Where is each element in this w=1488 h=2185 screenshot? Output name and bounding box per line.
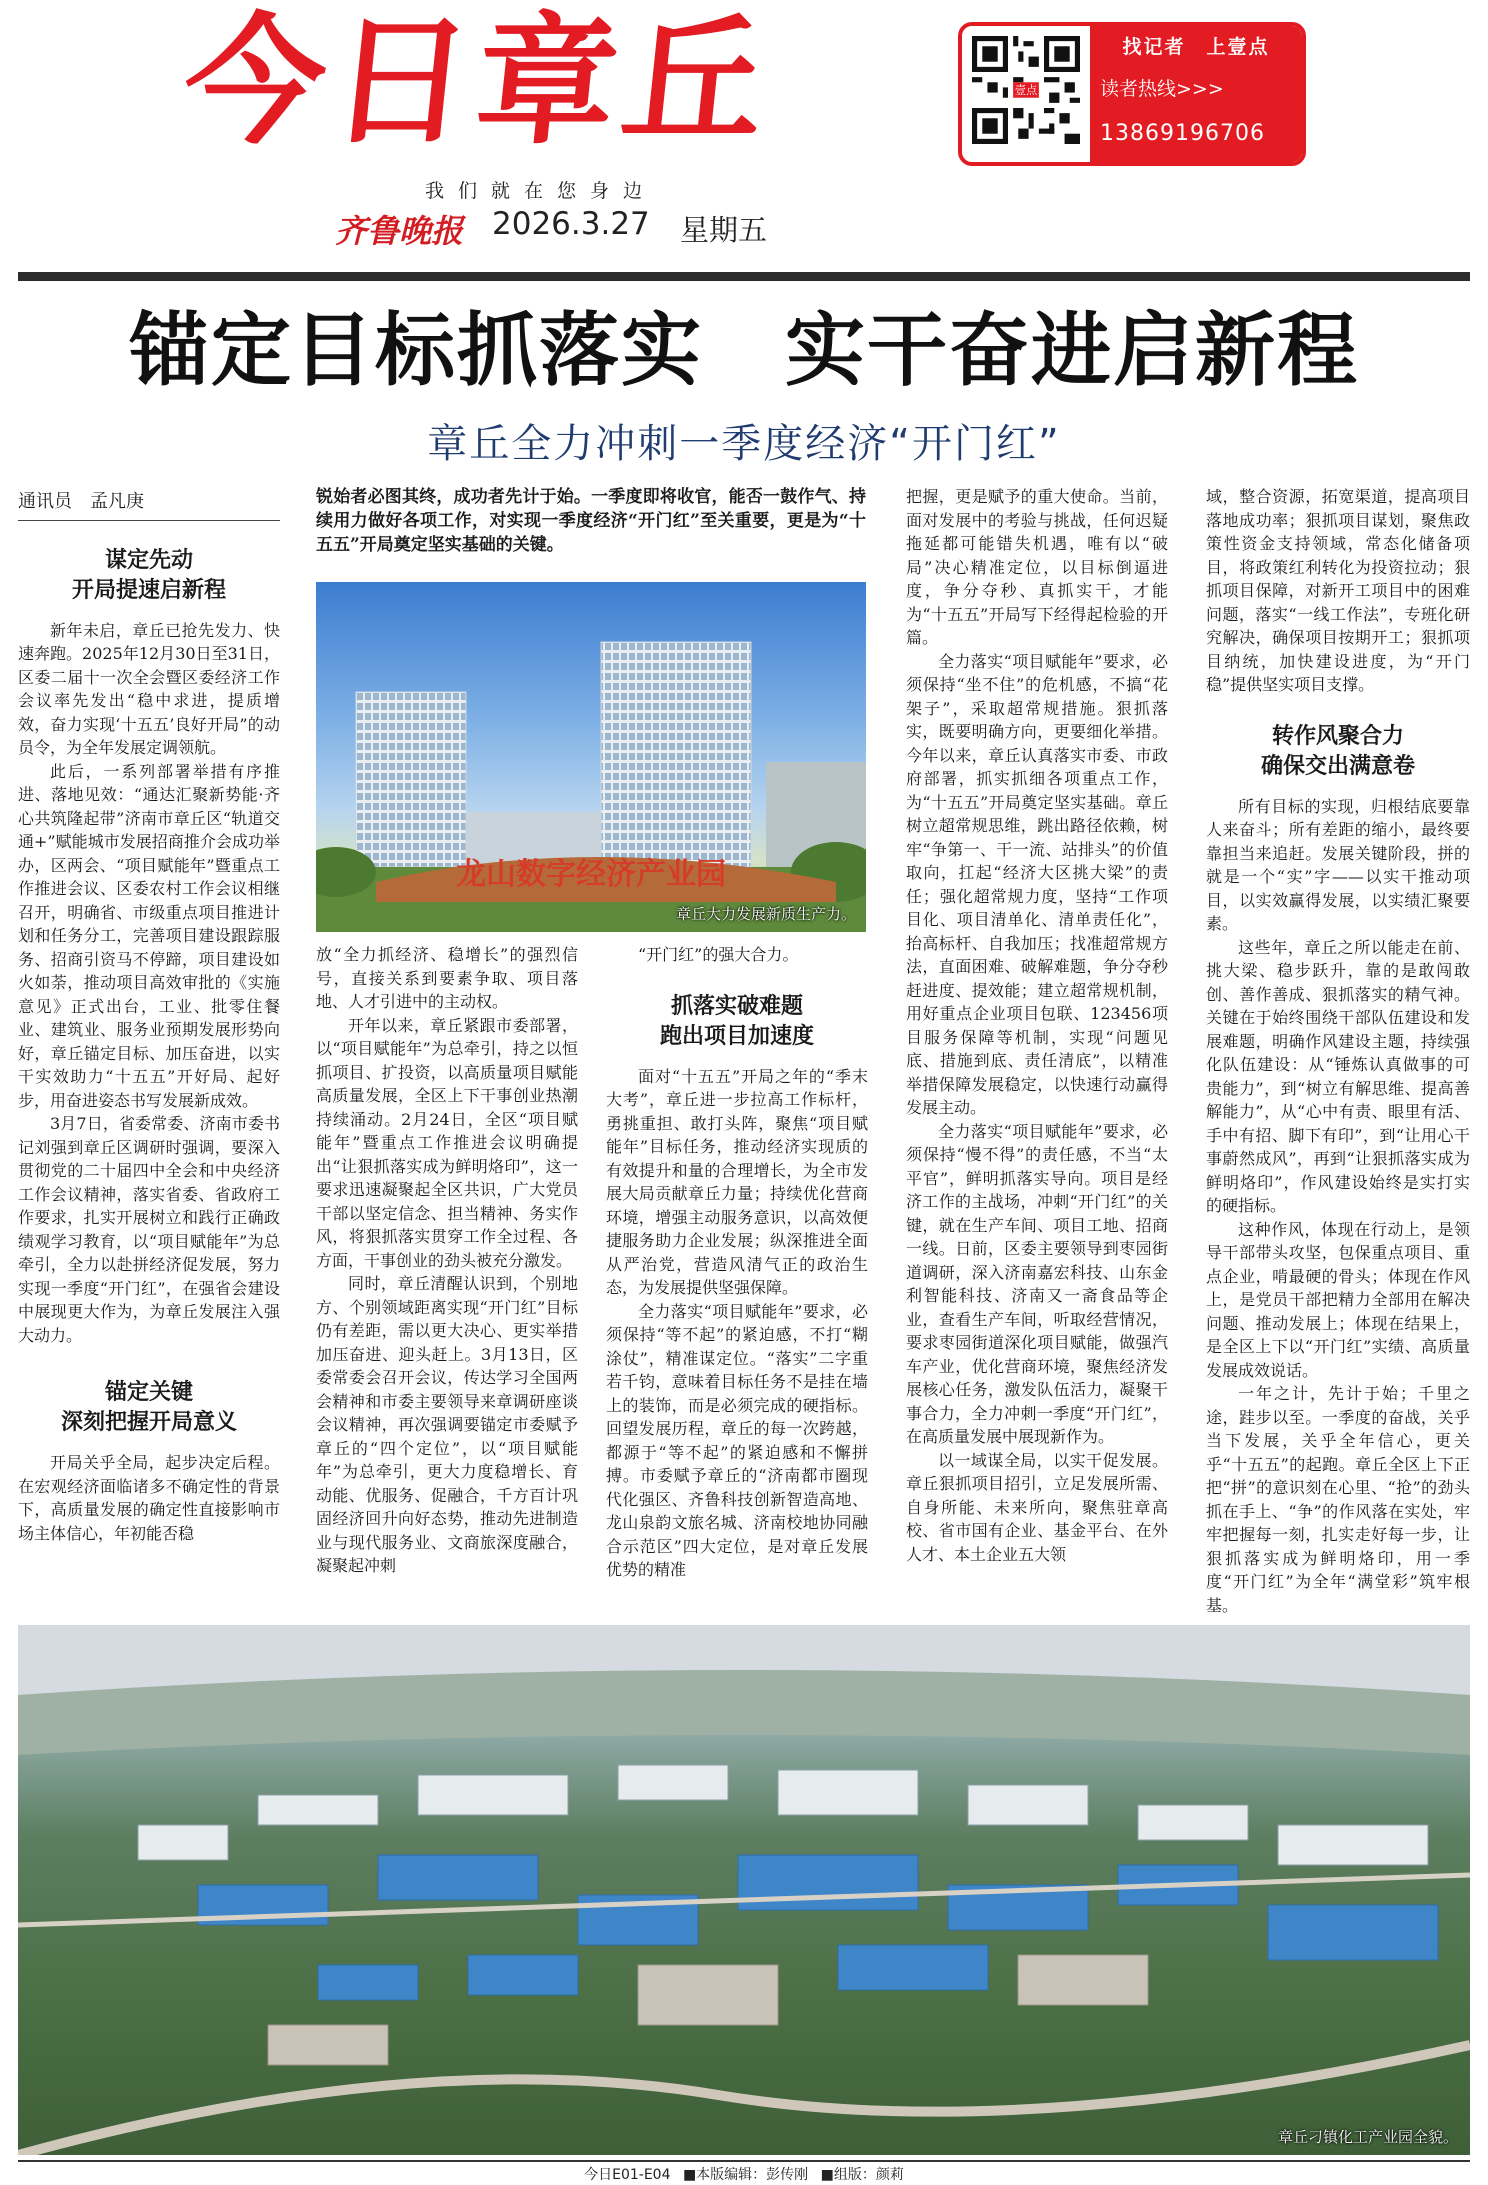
paragraph: 把握，更是赋予的重大使命。当前，面对发展中的考验与挑战，任何迟疑拖延都可能错失机遇，唯有以“破局”决心精准定位，以目标倒逼进度，争分夺秒、真抓实干，才能为“十五五”开局写下经得起检验的开篇。 [906, 487, 1168, 647]
paragraph: 同时，章丘清醒认识到，个别地方、个别领域距离实现“开门红”目标仍有差距，需以更大决心、更实举措加压奋进、迎头赶上。3月13日，区委常委会召开会议，传达学习全国两会精神和市委主要领导来章调研座谈会议精神，再次强调要锚定市委赋予章丘的“四个定位”，以“项目赋能年”为总牵引，更大力度稳增长、育动能、优服务、促融合，千方百计巩固经济回升向好态势，推动先进制造业与现代服务业、文商旅深度融合，凝聚起冲刺 [316, 1274, 578, 1575]
paragraph: 全力落实“项目赋能年”要求，必须保持“等不起”的紧迫感，不打“糊涂仗”，精准谋定位。“落实”二字重若千钧，意味着目标任务不是挂在墙上的装饰，而是必须完成的硬指标。回望发展历程，章丘的每一次跨越，都源于“等不起”的紧迫感和不懈拼搏。市委赋予章丘的“济南都市圈现代化强区、齐鲁科技创新智造高地、龙山泉韵文旅名城、济南校地协同融合示范区”四大定位，是对章丘发展优势的精准 [606, 1301, 868, 1579]
footer-typeset: ■组版：颜莉 [820, 2167, 904, 2183]
footer [0, 2164, 1488, 2184]
main-headline: 锚定目标抓落实 实干奋进启新程 [129, 303, 1359, 397]
masthead-slogan: 我们就在您身边 [425, 180, 657, 202]
column-4 [906, 485, 1168, 1566]
paragraph: 以一域谋全局，以实干促发展。章丘狠抓项目招引，立足发展所需、自身所能、未来所向，聚焦驻章高校、省市国有企业、基金平台、在外人才、本土企业五大领 [906, 1450, 1168, 1564]
aerial-illustration [18, 1625, 1470, 2155]
hotline-tagline: 找记者 上壹点 [1122, 36, 1270, 58]
lede-paragraph: 锐始者必图其终，成功者先计于始。一季度即将收官，能否一鼓作气、持续用力做好各项工作，对实现一季度经济“开门红”至关重要，更是为“十五五”开局奠定坚实基础的关键。 [316, 487, 866, 555]
hotline-panel [1090, 26, 1302, 162]
footer-rule [18, 2160, 1470, 2162]
paragraph: 这种作风，体现在行动上，是领导干部带头攻坚，包保重点项目、重点企业，啃最硬的骨头；体现在作风上，是党员干部把精力全部用在解决问题、推动发展上；体现在结果上，是全区上下以“开门红”实绩、高质量发展成效说话。 [1206, 1219, 1470, 1380]
sub-headline: 章丘全力冲刺一季度经济“开门红” [427, 421, 1061, 467]
paragraph: “开门红”的强大合力。 [638, 945, 799, 964]
issue-date: 2026.3.27 [492, 206, 650, 242]
column-5 [1206, 485, 1470, 1617]
paragraph: 全力落实“项目赋能年”要求，必须保持“慢不得”的责任感，不当“太平官”，鲜明抓落实导向。项目是经济工作的主战场，冲刺“开门红”的关键，就在生产车间、项目工地、招商一线。日前，区委主要领导到枣园街道调研，深入济南嘉宏科技、山东金利智能科技、济南又一斋食品等企业，查看生产车间，听取经营情况，要求枣园街道深化项目赋能，做强汽车产业，优化营商环境，聚焦经济发展核心任务，激发队伍活力，凝聚干事合力，全力冲刺一季度“开门红”，在高质量发展中展现新作为。 [906, 1121, 1168, 1446]
paragraph: 域，整合资源，拓宽渠道，提高项目落地成功率；狠抓项目谋划，聚焦政策性资金支持领域，常态化储备项目，将政策红利转化为投资拉动；狠抓项目保障，对新开工项目中的困难问题，落实“一线工作法”，专班化研究解决，确保项目按期开工；狠抓项目纳统，加快建设进度，为“开门稳”提供坚实项目支撑。 [1206, 487, 1470, 694]
column-1 [18, 490, 280, 1545]
newspaper-brand: 齐鲁晚报 [335, 212, 464, 250]
reader-hotline-box [958, 22, 1306, 166]
masthead-title: 今日章丘 [176, 1, 778, 164]
section-heading-2: 锚定关键 深刻把握开局意义 [60, 1379, 237, 1435]
paragraph: 新年未启，章丘已抢先发力、快速奔跑。2025年12月30日至31日，区委二届十一次全会暨区委经济工作会议率先发出“稳中求进，提质增效，奋力实现‘十五五’良好开局”的动员令，为全年发展定调领航。 [18, 620, 280, 757]
section-heading-3: 抓落实破难题 跑出项目加速度 [659, 992, 814, 1049]
paragraph: 所有目标的实现，归根结底要靠人来奋斗；所有差距的缩小，最终要靠担当来追赶。发展关键阶段，拼的就是一个“实”字——以实干推动项目，以实效赢得发展，以实绩汇聚要素。 [1206, 796, 1470, 933]
park-sign-text: 龙山数字经济产业园 [456, 857, 726, 892]
photo-aerial-industrial-park [18, 1625, 1470, 2155]
section-heading-4: 转作风聚合力 确保交出满意卷 [1260, 722, 1415, 779]
photo-digital-economy-park [316, 582, 866, 932]
paragraph: 此后，一系列部署举措有序推进、落地见效：“通达汇聚新势能·齐心共筑隆起带”济南市章丘区“轨道交通+”赋能城市发展招商推介会成功举办，区两会、“项目赋能年”暨重点工作推进会议、区委农村工作会议相继召开，明确省、市级重点项目推进计划和任务分工，完善项目建设跟踪服务、招商引资马不停蹄，项目建设如火如荼，推动项目高效审批的《实施意见》正式出台，工业、批零住餐业、建筑业、服务业预期发展形势向好，章丘锚定目标、加压奋进，以实干实效助力“十五五”开好局、起好步，用奋进姿态书写发展新成效。 [18, 761, 280, 1110]
footer-editor: ■本版编辑：彭传刚 [682, 2167, 809, 2183]
qr-code-icon[interactable] [972, 36, 1080, 144]
hotline-label: 读者热线>>> [1100, 78, 1224, 100]
photo-caption-1: 章丘大力发展新质生产力。 [675, 905, 856, 923]
paragraph: 面对“十五五”开局之年的“季末大考”，章丘进一步拉高工作标杆，勇挑重担、敢打头阵，聚焦“项目赋能年”目标任务，推动经济实现质的有效提升和量的合理增长，为全市发展大局贡献章丘力量；持续优化营商环境，增强主动服务意识，以高效便捷服务助力企业发展；纵深推进全面从严治党，营造风清气正的政治生态，为发展提供坚强保障。 [606, 1066, 868, 1297]
paragraph: 3月7日，省委常委、济南市委书记刘强到章丘区调研时强调，要深入贯彻党的二十届四中全会和中央经济工作会议精神，落实省委、省政府工作要求，扎实开展树立和践行正确政绩观学习教育，以“项目赋能年”为总牵引，全力以赴拼经济促发展，努力实现一季度“开门红”，在强省会建设中展现更大作为，为章丘发展注入强大动力。 [18, 1114, 280, 1345]
paragraph: 开年以来，章丘紧跟市委部署，以“项目赋能年”为总牵引，持之以恒抓项目、扩投资，以高质量项目赋能高质量发展，全区上下干事创业热潮持续涌动。2月24日，全区“项目赋能年”暨重点工作推进会议明确提出“让狠抓落实成为鲜明烙印”，这一要求迅速凝聚起全区共识，广大党员干部以坚定信念、担当精神、务实作风，将狠抓落实贯穿工作全过程、各方面，干事创业的劲头被充分激发。 [316, 1015, 578, 1270]
paragraph: 放“全力抓经济、稳增长”的强烈信号，直接关系到要素争取、项目落地、人才引进中的主动权。 [316, 945, 578, 1011]
paragraph: 开局关乎全局，起步决定后程。在宏观经济面临诸多不确定性的背景下，高质量发展的确定性直接影响市场主体信心，年初能否稳 [18, 1453, 280, 1543]
column-3 [606, 943, 868, 1582]
photo-caption-2: 章丘刁镇化工产业园全貌。 [1277, 2128, 1458, 2146]
byline: 通讯员 孟凡庚 [18, 490, 280, 521]
svg-text:壹点: 壹点 [1014, 84, 1038, 98]
section-heading-1: 谋定先动 开局提速启新程 [71, 546, 226, 603]
issue-weekday: 星期五 [680, 213, 768, 247]
building-illustration [316, 582, 866, 932]
hotline-number[interactable]: 13869196706 [1100, 121, 1265, 146]
masthead-rule [18, 272, 1470, 281]
column-2 [316, 943, 578, 1578]
footer-pages: 今日E01-E04 [584, 2167, 671, 2183]
paragraph: 一年之计，先计于始；千里之途，跬步以至。一季度的奋战，关乎当下发展，关乎全年信心，更关乎“十五五”的起跑。章丘全区上下正把“拼”的意识刻在心里、“抢”的劲头抓在手上、“争”的作风落在实处，牢牢把握每一刻，扎实走好每一步，让狠抓落实成为鲜明烙印，用一季度“开门红”为全年“满堂彩”筑牢根基。 [1206, 1384, 1470, 1615]
paragraph: 这些年，章丘之所以能走在前、挑大梁、稳步跃升，靠的是敢闯敢创、善作善成、狠抓落实的精气神。关键在于始终围绕干部队伍建设和发展难题，明确作风建设主题，持续强化队伍建设：从“锤炼认真做事的可贵能力”，到“树立有解思维、提高善解能力”，从“心中有责、眼里有活、手中有招、脚下有印”，到“让用心干事蔚然成风”，再到“让狠抓落实成为鲜明烙印”，作风建设始终是实打实的硬指标。 [1206, 937, 1470, 1215]
paragraph: 全力落实“项目赋能年”要求，必须保持“坐不住”的危机感，不搞“花架子”，采取超常规措施。狠抓落实，既要明确方向，更要细化举措。今年以来，章丘认真落实市委、市政府部署，抓实抓细各项重点工作，为“十五五”开局奠定坚实基础。章丘树立超常规思维，跳出路径依赖，树牢“争第一、干一流、站排头”的价值取向，扛起“经济大区挑大梁”的责任；强化超常规力度，坚持“工作项目化、项目清单化、清单责任化”，抬高标杆、自我加压；找准超常规方法，直面困难、破解难题，争分夺秒赶进度、提效能；建立超常规机制，用好重点企业项目包联、123456项目服务保障等机制，实现“问题见底、措施到底、责任清底”，以精准举措保障发展稳定，以快速行动赢得发展主动。 [906, 651, 1168, 1117]
